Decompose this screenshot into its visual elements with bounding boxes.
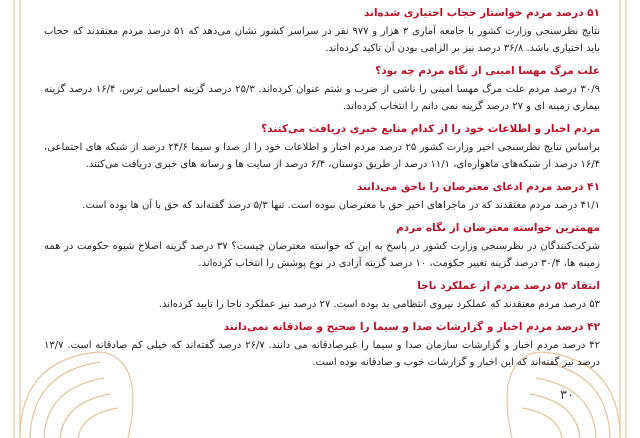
section-heading: انتقاد ۵۳ درصد مردم از عملکرد ناجا (417, 280, 600, 292)
section-paragraph: ۵۳ درصد مردم معتقدند که عملکرد نیروی انتظامی بد بوده است. ۲۷ درصد نیز عملکرد ناجا را تایید کرده‌اند. (158, 299, 600, 310)
section-paragraph: ۳۰/۹ درصد مردم علت مرگ مهسا امینی را ناشی از ضرب و شتم عنوان کرده‌اند. ۲۵/۳ درصد گزینه احساس ترس، ۱۶/۴ درصد گزینه بیماری زمینه ای و ۲۷ درصد گزینه نمی دانم را انتخاب کرده‌اند. (44, 84, 600, 112)
section-heading: علت مرگ مهسا امینی از نگاه مردم چه بود؟ (375, 65, 600, 77)
section-paragraph: شرکت‌کنندگان در نظرسنجی وزارت کشور در پاسخ به این که خواسته معترضان چیست؟ ۳۷ درصد گزینه اصلاح شیوه حکومت در همه زمینه ها، ۳۰/۴ درصد گزینه تغییر حکومت، ۱۰ درصد گزینه آزادی در نوع پوشش را انتخاب کرده‌اند. (44, 241, 600, 269)
section (44, 221, 600, 272)
section-paragraph: نتایج نظرسنجی وزارت کشور با جامعه آماری ۳ هزار و ۹۷۷ نفر در سراسر کشور نشان می‌دهد که ۵۱ درصد مردم معتقدند که حجاب باید اختیاری باشد. ۳۶/۸ درصد نیز بر الزامی بودن آن تاکید کرده‌اند. (44, 26, 600, 54)
section (44, 6, 600, 57)
section-paragraph: براساس نتایج نظرسنجی اخیر وزارت کشور ۲۵ درصد مردم اخبار و اطلاعات خود را از صدا و سیما ۲۴/۶ درصد از شبکه های اجتماعی، ۱۶/۴ درصد از شبکه‌های ماهواره‌ای، ۱۱/۱ درصد از طریق دوستان، ۶/۴ درصد از سایت ها و رسانه های خبری دریافت می‌کنند. (44, 142, 601, 170)
section (44, 320, 600, 371)
section-heading: ۴۲ درصد مردم اخبار و گزارشات صدا و سیما را صحیح و صادقانه نمی‌دانند (223, 321, 600, 333)
article-body (44, 6, 600, 378)
section-heading: مهمترین خواسته معترضان از نگاه مردم (396, 222, 600, 234)
section-paragraph: ۴۲ درصد مردم اخبار و گزارشات سازمان صدا و سیما را غیرصادقانه می دانند. ۲۶/۷ درصد گفته‌اند که خیلی کم صادقانه است. ۱۳/۷ درصد نیز گفته‌اند که این اخبار و گزارشات خوب و صادقانه بوده است. (44, 340, 601, 368)
section-heading: مردم اخبار و اطلاعات خود را از کدام منابع خبری دریافت می‌کنند؟ (261, 123, 600, 135)
section (44, 180, 600, 214)
page-number: ۳۰ (560, 388, 574, 403)
section-heading: ۵۱ درصد مردم خواستار حجاب اختیاری شده‌اند (363, 7, 600, 19)
section (44, 64, 600, 115)
section-paragraph: ۴۱/۱ درصد مردم معتقدند که در ماجراهای اخیر حق با معترضان نبوده است. تنها ۵/۳ درصد گفته‌اند که حق با آن ها بوده است. (82, 200, 600, 211)
section (44, 279, 600, 313)
section-heading: ۴۱ درصد مردم ادعای معترضان را ناحق می‌دانند (356, 181, 600, 193)
section (44, 122, 600, 173)
